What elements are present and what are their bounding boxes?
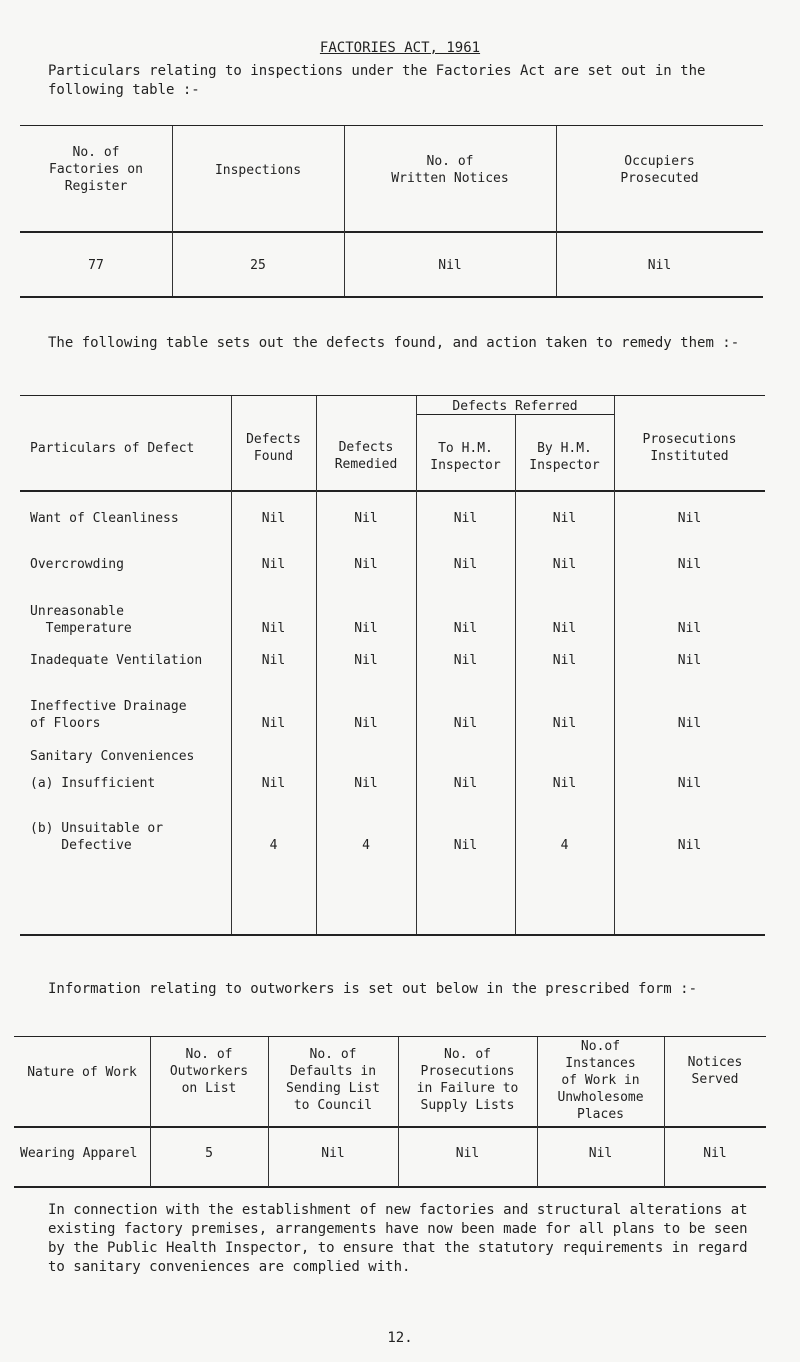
defect-value: Nil [677,511,702,526]
defect-value: Nil [453,776,478,791]
defect-value: Nil [552,621,577,636]
closing-paragraph: In connection with the establishment of new factories and structural alterations at existing factory premises, arrangements have now been made for all plans to be seen by the Public Health Inspector, to ensure that the statutory requirements in regard to sanitary conveniences are complied with. [48,1202,748,1275]
defect-value: Nil [354,557,378,572]
defect-value: 4 [269,838,278,853]
defect-value: Nil [677,653,702,668]
defect-label: Ineffective Drainage of Floors [30,699,187,731]
defect-label: Unreasonable Temperature [30,604,132,636]
defect-value: Nil [261,716,286,731]
defect-value: Nil [453,621,478,636]
defect-value: Nil [677,838,702,853]
defect-value: Nil [677,716,702,731]
table3-header-0: Nature of Work [27,1065,137,1080]
table3-value-1: 5 [205,1146,213,1161]
table3-value-4: Nil [588,1146,613,1161]
defect-label: Sanitary Conveniences [30,749,195,764]
header-defects-remedied: Defects Remedied [334,440,398,472]
defect-value: Nil [354,716,378,731]
defect-value: Nil [261,653,286,668]
page-number: 12. [387,1330,413,1346]
defect-value: Nil [677,621,702,636]
table1-header-2: No. of Written Notices [391,154,509,186]
defect-value: Nil [552,511,577,526]
table1-value-1: 25 [250,258,266,273]
defect-value: Nil [552,776,577,791]
table1-header-0: No. of Factories on Register [49,145,143,194]
defect-value: Nil [453,511,478,526]
defect-label: Inadequate Ventilation [30,653,203,668]
header-defects-referred: Defects Referred [452,399,578,414]
intro-paragraph-3: Information relating to outworkers is set out below in the prescribed form :- [48,981,698,997]
header-to-inspector: To H.M. Inspector [430,441,501,473]
defect-label: Overcrowding [30,557,124,572]
defect-value: Nil [261,776,286,791]
defect-value: Nil [552,716,577,731]
table1-header-1: Inspections [214,163,302,178]
table3-value-2: Nil [321,1146,345,1161]
defect-value: Nil [261,621,286,636]
defect-value: Nil [453,716,478,731]
table3-header-2: No. of Defaults in Sending List to Council [286,1047,380,1113]
defect-value: Nil [552,557,577,572]
defect-value: Nil [354,776,378,791]
table1-value-0: 77 [88,258,104,273]
defect-value: Nil [354,653,378,668]
page-title: FACTORIES ACT, 1961 [319,40,481,56]
intro-paragraph-2: The following table sets out the defects found, and action taken to remedy them :- [48,335,740,351]
defect-value: Nil [453,838,478,853]
defect-value: Nil [552,653,577,668]
defect-value: Nil [261,557,286,572]
defect-label: (b) Unsuitable or Defective [30,821,164,853]
table3-header-4: No.of Instances of Work in Unwholesome Places [557,1039,644,1122]
table1-header-3: Occupiers Prosecuted [620,154,699,186]
header-prosecutions: Prosecutions Instituted [642,432,737,464]
defect-value: Nil [261,511,286,526]
table3-header-1: No. of Outworkers on List [169,1047,249,1096]
defect-value: Nil [677,557,702,572]
defect-value: Nil [677,776,702,791]
table3-value-5: Nil [703,1146,727,1161]
intro-paragraph-1: Particulars relating to inspections under the Factories Act are set out in the following table :- [48,63,706,98]
table3-header-3: No. of Prosecutions in Failure to Supply Lists [416,1047,519,1113]
table3-value-3: Nil [455,1146,480,1161]
table1-value-3: Nil [647,258,672,273]
header-by-inspector: By H.M. Inspector [529,441,600,473]
table1-value-2: Nil [438,258,462,273]
defect-value: Nil [453,653,478,668]
header-defects-found: Defects Found [246,432,301,464]
defect-value: Nil [354,511,378,526]
defect-value: Nil [354,621,378,636]
table3-value-0: Wearing Apparel [20,1146,138,1161]
defect-label: (a) Insufficient [30,776,156,791]
header-particulars: Particulars of Defect [30,441,195,456]
table3-header-5: Notices Served [687,1055,743,1087]
defect-value: 4 [362,838,370,853]
defect-value: Nil [453,557,478,572]
defect-label: Want of Cleanliness [30,511,179,526]
defect-value: 4 [560,838,569,853]
